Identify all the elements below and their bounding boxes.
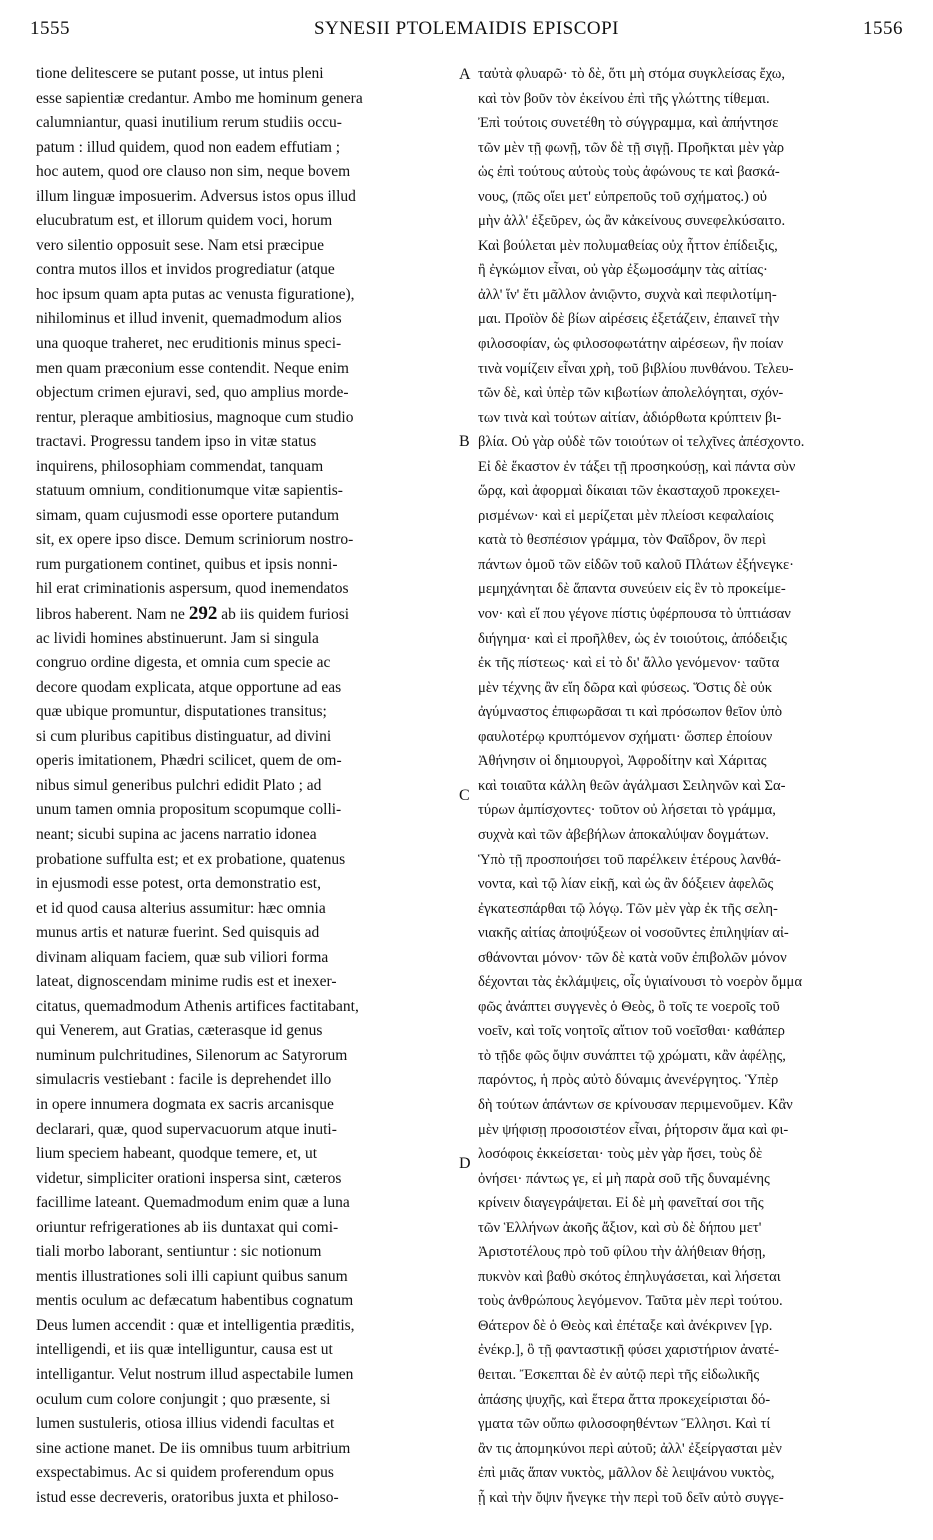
text-line: esse sapientiæ credantur. Ambo me hominum genera: [36, 89, 363, 107]
text-line: objectum crimen ejuravi, sed, quo amplius morde-: [36, 384, 349, 402]
text-line: ἂν τις ἀπομηκύνοι περὶ αὐτοῦ; ἀλλ' ἐξείργασται μὲν: [478, 1440, 782, 1457]
text-line: γματα τῶν οὔπω φιλοσοφηθέντων Ἕλλησι. Καὶ τί: [478, 1416, 771, 1433]
text-line: intelligantur. Velut nostrum illud aspectabile lumen: [36, 1365, 354, 1383]
text-line: simulacris vestiebant : facile is deprehendet illo: [36, 1071, 332, 1089]
text-line: ρισμένων· καὶ εἰ μερίζεται μὲν πλείοσι κεφαλαίοις: [478, 507, 774, 524]
text-line: τῶν Ἑλλήνων ἀκοῆς ἄξιον, καὶ σὺ δὲ δήπου μετ': [478, 1219, 762, 1236]
text-line: νους, (πῶς οἴει μετ' εὐπρεποῦς τοῦ σχήματος.) οὐ: [478, 188, 768, 205]
text-line: νοντα, καὶ τῷ λίαν εἰκῇ, καὶ ὡς ἂν δόξειεν ἀφελῶς: [478, 876, 774, 893]
running-header: [30, 18, 903, 48]
text-line: [36, 602, 454, 627]
text-line: hoc ipsum quam apta putas ac venusta figuratione),: [36, 285, 355, 303]
text-line: oculum cum colore conjungit ; quo præsente, si: [36, 1390, 331, 1408]
text-line: patum : illud quidem, quod non eadem effutiam ;: [36, 138, 341, 156]
text-line: oriuntur refrigerationes ab iis duntaxat qui comi-: [36, 1218, 339, 1236]
running-title: SYNESII PTOLEMAIDIS EPISCOPI: [313, 18, 619, 39]
text-line: elucubratum est, et illorum quidem voci, horum: [36, 212, 333, 230]
text-line: μὴν ἀλλ' ἐξεῦρεν, ὡς ἂν κἀκείνους συνεφελκύσαιτο.: [478, 213, 786, 230]
text-line: παρόντος, ἡ πρὸς αὐτὸ δύναμις ἀνενέργητος. Ὑπὲρ: [478, 1072, 779, 1089]
text-line: ἐγκατεσπάρθαι τῷ λόγῳ. Τῶν μὲν γὰρ ἐκ τῆς σελη-: [478, 900, 778, 917]
text-line: exspectabimus. Ac si quidem proferendum opus: [36, 1464, 334, 1482]
text-line: νοεῖν, καὶ τοῖς νοητοῖς αἴτιον τοῦ νοεῖσθαι· καθάπερ: [478, 1023, 785, 1040]
margin-marker-c: C: [459, 787, 470, 804]
text-line: Θάτερον δὲ ὁ Θεὸς καὶ ἐπέταξε καὶ ἀνέκρινεν [γρ.: [478, 1317, 773, 1334]
page-number-left: 1555: [30, 18, 70, 39]
margin-marker-b: B: [459, 433, 470, 450]
text-line: ὥρᾳ, καὶ ἀφορμαὶ δίκαιαι τῶν ἑκασταχοῦ προκεχει-: [478, 483, 781, 500]
text-line: Καὶ βούλεται μὲν πολυμαθείας οὐχ ἧττον ἐπίδειξις,: [478, 237, 778, 254]
text-line: rentur, pleraque ambitiosius, magnoque cum studio: [36, 408, 354, 426]
text-line: φιλοσοφίαν, ὡς φιλοσοφωτάτην αἱρέσεων, ἣν ποίαν: [478, 336, 784, 353]
text-line: contra mutos illos et invidos progrediatur (atque: [36, 261, 335, 279]
text-line: probatione suffulta est; et ex probatione, quatenus: [36, 850, 346, 868]
text-line: φῶς ἀνάπτει συγγενὲς ὁ Θεὸς, ὃ τοῖς τε νοεροῖς τοῦ: [478, 998, 780, 1015]
page-number-right: 1556: [863, 18, 903, 39]
text-line: Ἀθήνησιν οἱ δημιουργοὶ, Ἀφροδίτην καὶ Χάριτας: [478, 753, 767, 770]
text-line: nibus simul generibus pulchri edidit Plato ; ad: [36, 776, 322, 794]
text-line: νιακῆς αἰτίας ἀποψύξεων οἱ νοσοῦντες ἐπιληψίαν αἰ-: [478, 925, 789, 942]
latin-column: [36, 62, 454, 1510]
text-line: unum tamen omnia propositum scopumque colli-: [36, 801, 342, 819]
text-line: congruo ordine digesta, et omnia cum specie ac: [36, 654, 331, 672]
text-line: πυκνὸν καὶ βαθὺ σκότος ἐπηλυγάσεται, καὶ λήσεται: [478, 1268, 781, 1285]
text-line: κρίνειν διαγεγράψεται. Εἰ δὲ μὴ φανεῖταί σοι τῆς: [478, 1195, 764, 1212]
text-line: vero silentio opposuit sese. Nam etsi præcipue: [36, 236, 324, 254]
text-line: istud esse decreveris, oratoribus juxta et philoso-: [36, 1488, 339, 1506]
text-line-part: ab iis quidem furiosi: [217, 606, 350, 624]
text-line: Ἐπὶ τούτοις συνετέθη τὸ σύγγραμμα, καὶ ἀπήντησε: [478, 115, 779, 132]
text-line: μαι. Προϊὸν δὲ βίων αἱρέσεις ἐξετάζειν, ἐπαινεῖ τὴν: [478, 311, 780, 328]
text-line: facillime lateant. Quemadmodum enim quæ a luna: [36, 1194, 350, 1212]
text-line: Ὑπὸ τῇ προσποιήσει τοῦ παρέλκειν ἑτέρους λανθά-: [478, 851, 781, 868]
text-line: citatus, quemadmodum Athenis artifices factitabant,: [36, 997, 359, 1015]
text-line: καὶ τὸν βοῦν τὸν ἐκείνου ἐπὶ τῆς γλώττης τίθεμαι.: [478, 90, 770, 107]
text-line: sine actione manet. De iis omnibus tuum arbitrium: [36, 1439, 351, 1457]
text-line: καὶ τοιαῦτα κάλλη θεῶν ἀγάλμασι Σειληνῶν καὶ Σα-: [478, 777, 786, 794]
text-line: munus artis et naturæ fuerint. Sed quisquis ad: [36, 924, 320, 942]
text-line: μεμηχάνηται δὲ ἅπαντα συνεύειν εἰς ἓν τὸ προκείμε-: [478, 581, 786, 598]
text-line: ac lividi homines abstinuerunt. Jam si singula: [36, 629, 319, 647]
text-line: quæ ubique promuntur, disputationes transitus;: [36, 703, 327, 721]
text-line: ὡς ἐπὶ τούτους αὐτοὺς τοὺς ἀφώνους τε καὶ βασκά-: [478, 164, 780, 181]
text-line: ᾗ καὶ τὴν ὄψιν ἤνεγκε τὴν περὶ τοῦ δεῖν αὐτὸ συγγε-: [478, 1489, 784, 1506]
text-line: si cum pluribus capitibus distinguatur, ad divini: [36, 727, 332, 745]
text-line: lumen sustuleris, otiosa illius videndi facultas et: [36, 1415, 335, 1433]
text-line: ἐκ τῆς πίστεως· καὶ εἰ τὸ δι' ἄλλο γενόμενον· ταῦτα: [478, 655, 780, 672]
text-line: ἁπάσης ψυχῆς, καὶ ἕτερα ἄττα προκεχείρισται δό-: [478, 1391, 771, 1408]
text-line: συχνὰ καὶ τῶν ἀβεβήλων ἀποκαλύψαν δογμάτων.: [478, 826, 769, 843]
text-line: δὴ τούτων ἁπάντων σε κρίνουσαν περιμενοῦμεν. Κἂν: [478, 1096, 793, 1113]
text-line: τῶν δὲ, καὶ ὑπὲρ τῶν κιβωτίων ἀπολελόγηται, σχόν-: [478, 385, 784, 402]
text-line: λοσόφοις ἐκκείσεται· τοὺς μὲν γὰρ ἥσει, τοὺς δὲ: [478, 1146, 763, 1163]
text-line: illum linguæ imposuerim. Adversus istos opus illud: [36, 187, 356, 205]
text-line: in ejusmodi esse potest, orta demonstratio est,: [36, 875, 321, 893]
margin-marker-a: A: [459, 66, 471, 83]
text-line: qui Venerem, aut Gratias, cæterasque id genus: [36, 1022, 323, 1040]
text-line: tiali morbo laborant, sentiuntur : sic notionum: [36, 1243, 322, 1261]
text-line: ἐπὶ μιᾶς ἅπαν νυκτὸς, μᾶλλον δὲ λειψάνου νυκτὸς,: [478, 1465, 775, 1482]
text-line: πάντων ὁμοῦ τῶν εἰδῶν τοῦ καλοῦ Πλάτων ἐξήνεγκε·: [478, 556, 795, 573]
text-line: ταὐτὰ φλυαρῶ· τὸ δὲ, ὅτι μὴ στόμα συγκλείσας ἔχω,: [478, 66, 786, 82]
text-line: nihilominus et illud invenit, quemadmodum alios: [36, 310, 342, 328]
text-line: men quam præconium esse contendit. Neque enim: [36, 359, 349, 377]
text-line: Ἀριστοτέλους πρὸ τοῦ φίλου τὴν ἀλήθειαν θήσῃ,: [478, 1244, 766, 1261]
text-line: τῶν μὲν τῇ φωνῇ, τῶν δὲ τῇ σιγῇ. Προῆκται μὲν γὰρ: [478, 139, 785, 156]
text-line: ὀνήσει· πάντως γε, εἰ μὴ παρὰ σοῦ τῆς δυναμένης: [478, 1170, 770, 1187]
text-line: statuum omnium, conditionumque vitæ sapientis-: [36, 482, 343, 500]
text-line: των τινὰ καὶ τούτων αἰτίαν, ἀδιόρθωτα κρύπτειν βι-: [478, 409, 782, 426]
text-line: σθάνονται μόνον· τῶν δὲ κατὰ νοῦν ἐπιβολῶν μόνον: [478, 949, 787, 966]
text-line: hoc autem, quod ore clauso non sim, neque bovem: [36, 163, 351, 181]
text-line: mentis oculum ac defæcatum habentibus cognatum: [36, 1292, 354, 1310]
text-line: neant; sicubi supina ac jacens narratio idonea: [36, 825, 317, 843]
text-line: sit, ex opere ipso disce. Demum scriniorum nostro-: [36, 531, 354, 549]
text-line: τοὺς ἀνθρώπους λεγόμενον. Ταῦτα μὲν περὶ τούτου.: [478, 1293, 783, 1310]
text-line: simam, quam cujusmodi esse oportere putandum: [36, 506, 340, 524]
text-line: θειται. Ἔσκεπται δὲ ἐν αὐτῷ περὶ τῆς εἰδωλικῆς: [478, 1366, 760, 1383]
text-line: divinam aliquam faciem, quæ sub viliori forma: [36, 948, 329, 966]
text-line: rum purgationem continet, quibus et ipsis nonni-: [36, 555, 338, 573]
text-line: operis imitationem, Phædri scilicet, quem de om-: [36, 752, 342, 770]
text-line-part: libros haberent. Nam ne: [36, 606, 189, 624]
text-line: μὲν ψήφισῃ προσοιστέον εἶναι, ῥήτορσιν ἅμα καὶ φι-: [478, 1121, 789, 1138]
text-line: νον· καὶ εἴ που γέγονε πίστις ὑφέρπουσα τὸ ὑπτιάσαν: [478, 606, 791, 623]
text-line: διήγημα· καὶ εἰ προῆλθεν, ὡς ἐν τοιούτοις, ἀπόδειξις: [478, 630, 787, 647]
text-line: μὲν τέχνης ἂν εἴη δῶρα καὶ φύσεως. Ὅστις δὲ οὐκ: [478, 679, 773, 696]
text-line: intelligendi, et iis quæ intelliguntur, causa est ut: [36, 1341, 333, 1359]
text-line: φαυλοτέρῳ κρυπτόμενον σχήματι· ὥσπερ ἐποίουν: [478, 728, 773, 745]
text-line: calumniantur, quasi inutilium rerum studiis occu-: [36, 114, 342, 132]
text-line: una quoque traheret, nec eruditionis minus speci-: [36, 335, 342, 353]
text-line: numinum pulchritudines, Silenorum ac Satyrorum: [36, 1046, 348, 1064]
text-line: hil erat criminationis aspersum, quod inemendatos: [36, 580, 349, 598]
text-line: Εἰ δὲ ἕκαστον ἐν τάξει τῇ προσηκούσῃ, καὶ πάντα σὺν: [478, 458, 796, 475]
text-line: tione delitescere se putant posse, ut intus pleni: [36, 65, 324, 82]
text-line: lateat, dignoscendam minime rudis est et inexer-: [36, 973, 337, 991]
text-line: κατὰ τὸ θεσπέσιον γράμμα, τὸν Φαῖδρον, ὃν περὶ: [478, 532, 766, 549]
text-line: ἀλλ' ἵν' ἔτι μᾶλλον ἀνιῷντο, συχνὰ καὶ πεφιλοτίμη-: [478, 286, 777, 303]
column-number: 292: [188, 603, 218, 625]
text-line: τύρων ἀμπίσχοντες· τοῦτον οὐ λήσεται τὸ γράμμα,: [478, 802, 776, 819]
margin-marker-d: D: [459, 1155, 471, 1172]
text-line: videtur, simpliciter orationi inspersa sint, cæteros: [36, 1169, 342, 1187]
text-line: δέχονται τὰς ἐκλάμψεις, οἷς ὑγιαίνουσι τὸ νοερὸν ὄμμα: [478, 974, 803, 991]
text-line: ἢ ἐγκώμιον εἶναι, οὐ γὰρ ἐξωμοσάμην τὰς αἰτίας·: [478, 262, 768, 279]
text-line: decore quodam explicata, atque opportune ad eas: [36, 678, 342, 696]
text-line: inquirens, philosophiam commendat, tanquam: [36, 457, 324, 475]
text-line: τὸ τῇδε φῶς ὄψιν συνάπτει τῷ χρώματι, κἂν ἀφέλῃς,: [478, 1047, 786, 1064]
text-line: declarari, quæ, quod supervacuorum atque inuti-: [36, 1120, 337, 1138]
text-line: lium speciem habeant, quodque temere, et, ut: [36, 1145, 318, 1163]
text-line: ἐνέκρ.], ὃ τῇ φανταστικῇ φύσει χαριστήριον ἀνατέ-: [478, 1342, 779, 1359]
text-line: τινὰ νομίζειν εἶναι χρὴ, τοῦ βιβλίου πυνθάνου. Τελευ-: [478, 360, 794, 377]
text-line: et id quod causa alterius assumitur: hæc omnia: [36, 899, 326, 917]
text-line: tractavi. Progressu tandem ipso in vitæ status: [36, 433, 317, 451]
text-line: Deus lumen accendit : quæ et intelligentia præditis,: [36, 1316, 355, 1334]
text-line: ἀγύμναστος ἐπιφωρᾶσαι τι καὶ πρόσωπον θεῖον ὑπὸ: [478, 704, 783, 721]
text-line: in opere innumera dogmata ex sacris arcanisque: [36, 1095, 334, 1113]
text-line: mentis illustrationes soli illi capiunt quibus sanum: [36, 1267, 348, 1285]
text-line: βλία. Οὐ γὰρ οὐδὲ τῶν τοιούτων οἱ τελχῖνες ἀπέσχοντο.: [478, 434, 805, 451]
greek-column: [478, 62, 898, 1510]
